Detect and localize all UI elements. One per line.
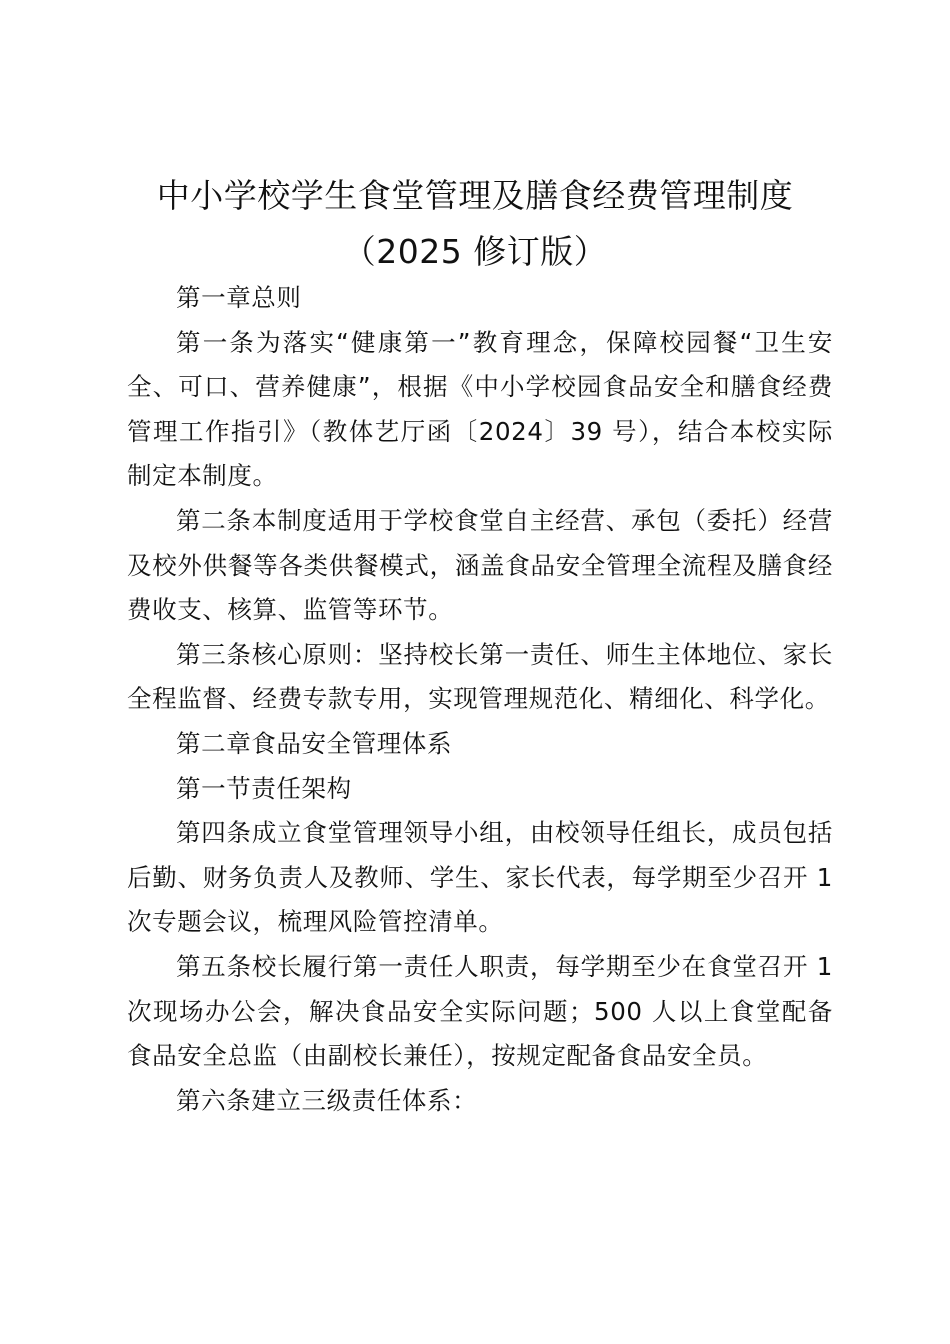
- article-paragraph: 第六条建立三级责任体系：: [176, 1085, 478, 1115]
- document-body: [127, 276, 833, 1123]
- article-paragraph: 第二条本制度适用于学校食堂自主经营、承包（委托）经营及校外供餐等各类供餐模式，涵盖食品安全管理全流程及膳食经费收支、核算、监管等环节。: [127, 505, 833, 625]
- chapter-heading: 第一章总则: [176, 283, 302, 312]
- chapter-heading: 第二章食品安全管理体系: [176, 728, 453, 758]
- section-heading: 第一节责任架构: [176, 773, 352, 803]
- document-title: [118, 168, 832, 280]
- article-paragraph: 第五条校长履行第一责任人职责，每学期至少在食堂召开 1 次现场办公会，解决食品安全实际问题；500 人以上食堂配备食品安全总监（由副校长兼任），按规定配备食品安全员。: [127, 951, 833, 1071]
- title-line-1: 中小学校学生食堂管理及膳食经费管理制度: [156, 176, 794, 215]
- article-paragraph: 第四条成立食堂管理领导小组，由校领导任组长，成员包括后勤、财务负责人及教师、学生、家长代表，每学期至少召开 1 次专题会议，梳理风险管控清单。: [127, 818, 833, 937]
- article-paragraph: 第一条为落实“健康第一”教育理念，保障校园餐“卫生安全、可口、营养健康”，根据《中小学校园食品安全和膳食经费管理工作指引》（教体艺厅函〔2024〕39 号），结合本校实际制定本制度。: [127, 327, 833, 491]
- article-paragraph: 第三条核心原则：坚持校长第一责任、师生主体地位、家长全程监督、经费专款专用，实现管理规范化、精细化、科学化。: [127, 639, 833, 714]
- title-line-2: （2025 修订版）: [342, 232, 608, 271]
